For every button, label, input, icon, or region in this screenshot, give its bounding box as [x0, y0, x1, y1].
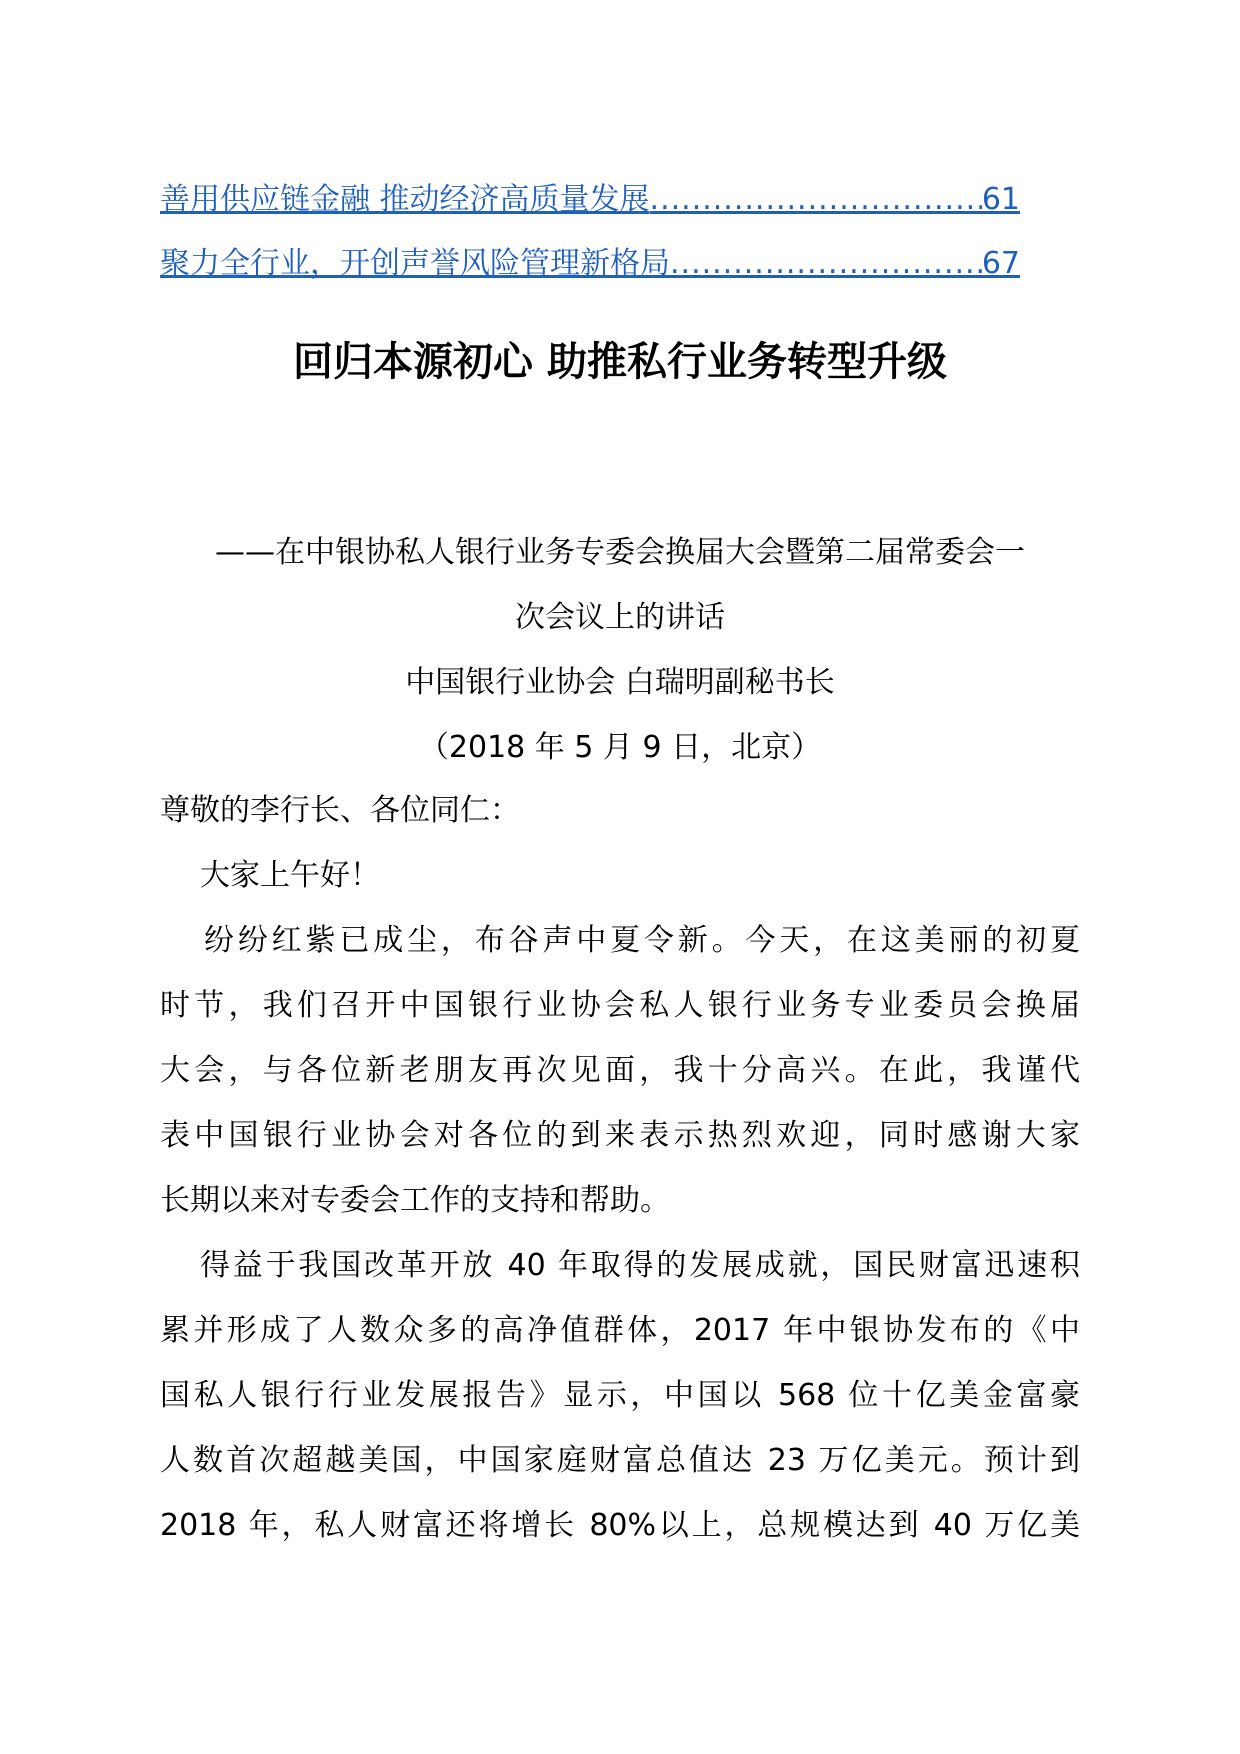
paragraph-line: 表中国银行业协会对各位的到来表示热烈欢迎，同时感谢大家	[160, 1118, 1080, 1153]
toc-entry-page-number[interactable]: 61	[981, 182, 1020, 217]
paragraph-line: 2018 年，私人财富还将增长 80%以上，总规模达到 40 万亿美	[160, 1508, 1080, 1543]
paragraph-line: 时节，我们召开中国银行业协会私人银行业务专业委员会换届	[160, 988, 1080, 1023]
toc-dot-leader	[650, 168, 982, 232]
paragraph-line: 得益于我国改革开放 40 年取得的发展成就，国民财富迅速积	[200, 1248, 1080, 1283]
table-of-contents	[160, 168, 1020, 296]
toc-entry-supply-chain-finance[interactable]	[160, 168, 1020, 232]
subtitle-line-1: ——在中银协私人银行业务专委会换届大会暨第二届常委会一	[215, 535, 1025, 570]
toc-entry-title[interactable]: 善用供应链金融 推动经济高质量发展	[160, 182, 650, 217]
salutation: 尊敬的李行长、各位同仁：	[160, 793, 520, 828]
article-subtitle	[160, 520, 1080, 780]
date-place: （2018 年 5 月 9 日，北京）	[418, 730, 822, 765]
paragraph-line: 大会，与各位新老朋友再次见面，我十分高兴。在此，我谨代	[160, 1053, 1080, 1088]
toc-entry-page-number[interactable]: 67	[981, 246, 1020, 281]
toc-entry-reputation-risk[interactable]	[160, 232, 1020, 296]
paragraph-1	[160, 908, 1080, 1233]
article-title: 回归本源初心 助推私行业务转型升级	[293, 339, 947, 385]
speaker-byline: 中国银行业协会 白瑞明副秘书长	[405, 665, 835, 700]
paragraph-line: 国私人银行行业发展报告》显示，中国以 568 位十亿美金富豪	[160, 1378, 1080, 1413]
paragraph-line: 累并形成了人数众多的高净值群体，2017 年中银协发布的《中	[160, 1313, 1080, 1348]
paragraph-line: 长期以来对专委会工作的支持和帮助。	[160, 1183, 670, 1218]
paragraph-line: 人数首次超越美国，中国家庭财富总值达 23 万亿美元。预计到	[160, 1443, 1080, 1478]
greeting: 大家上午好！	[200, 858, 380, 893]
paragraph-line: 纷纷红紫已成尘，布谷声中夏令新。今天，在这美丽的初夏	[204, 923, 1080, 958]
toc-entry-title[interactable]: 聚力全行业，开创声誉风险管理新格局	[160, 246, 670, 281]
subtitle-line-2: 次会议上的讲话	[515, 600, 725, 635]
paragraph-2	[160, 1233, 1080, 1558]
article-body	[160, 778, 1080, 1558]
toc-dot-leader	[670, 232, 982, 296]
